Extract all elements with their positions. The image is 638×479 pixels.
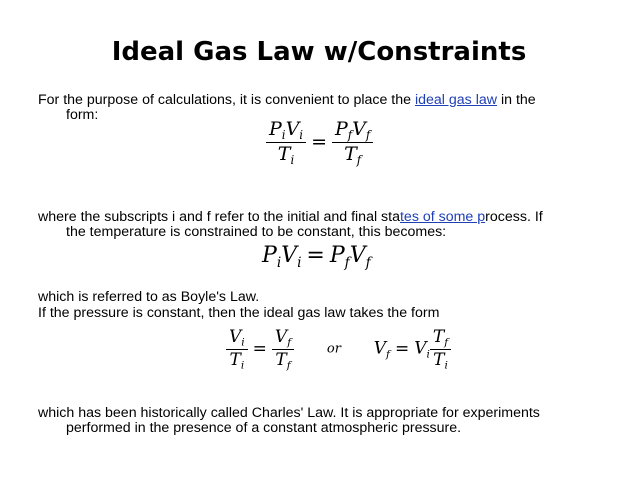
intro-text-before: For the purpose of calculations, it is convenient to place the <box>38 92 415 108</box>
intro-continuation: form: <box>66 107 99 123</box>
boyles-law-equation: $P_iV_i = P_fV_f$ <box>262 243 371 271</box>
charles-line1: which has been historically called Charles' Law. It is appropriate for experiments <box>38 405 540 421</box>
charles-continuation: performed in the presence of a constant atmospheric pressure. <box>66 420 462 436</box>
subscripts-text-after: rocess. If <box>485 209 543 225</box>
charles-law-equation: $\frac{V_i}{T_i}$ = $\frac{V_f}{T_f}$ or $V_f = V_i$ $\frac{T_f}{T_i}$ <box>226 327 451 371</box>
paragraph-charles <box>38 406 608 436</box>
charles-intro-text: If the pressure is constant, then the ideal gas law takes the form <box>38 305 440 321</box>
subscripts-text-before: where the subscripts i and f refer to the initial and final sta <box>38 209 400 225</box>
ideal-gas-law-link[interactable]: ideal gas law <box>414 92 498 108</box>
ideal-gas-equation: $\frac{P_iV_i}{T_i}$ = $\frac{P_fV_f}{T_f}$ <box>266 118 373 167</box>
paragraph-subscripts <box>38 210 608 240</box>
process-link[interactable]: tes of some p <box>399 209 486 225</box>
intro-text-after: in the <box>497 92 536 108</box>
or-word: or <box>326 341 341 357</box>
boyles-law-text: which is referred to as Boyle's Law. <box>38 289 260 305</box>
slide-title: Ideal Gas Law w/Constraints <box>111 37 527 67</box>
subscripts-continuation: the temperature is constrained to be constant, this becomes: <box>66 224 447 240</box>
